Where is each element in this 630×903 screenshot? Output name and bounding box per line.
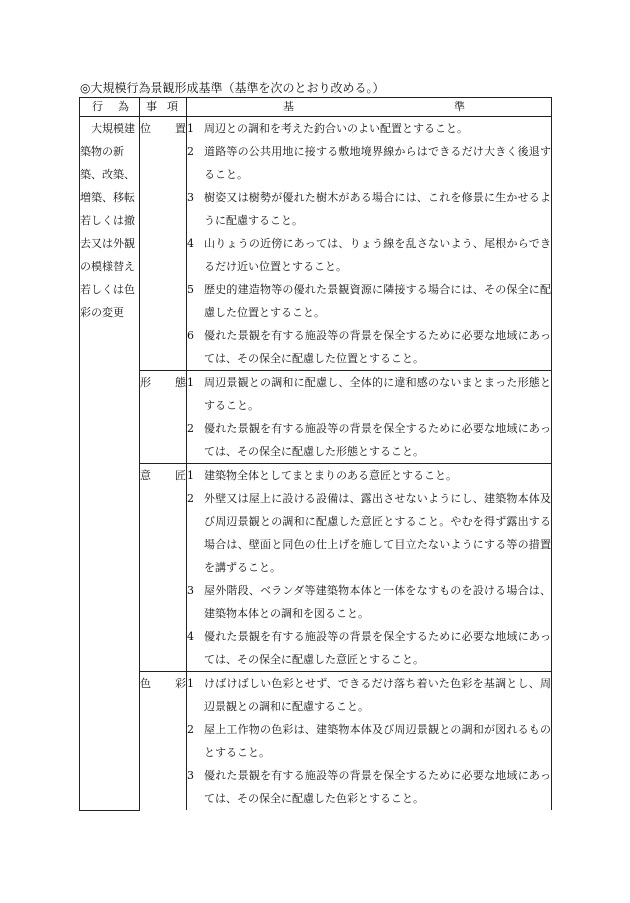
item-cell [140, 117, 187, 371]
clause [187, 718, 551, 764]
clause-number: 1 [187, 469, 194, 482]
clause-number: 3 [187, 769, 194, 782]
clause-text: 歴史的建造物等の優れた景観資源に隣接する場合には、その保全に配慮した位置とすること。 [204, 283, 551, 319]
clause-number: 1 [187, 677, 194, 690]
clause-text: 屋外階段、ベランダ等建築物本体と一体をなすものを設ける場合は、建築物本体との調和を図ること。 [204, 584, 551, 620]
item-label-char: 意 [140, 469, 151, 482]
header-action-char: 行 [92, 100, 103, 113]
clause [187, 232, 551, 278]
clause-text: 樹姿又は樹勢が優れた樹木がある場合には、これを修景に生かせるように配慮すること。 [204, 191, 551, 227]
section-row-position [80, 117, 552, 371]
clause-number: 2 [187, 422, 194, 435]
clause-number: 6 [187, 329, 194, 342]
clause [187, 625, 551, 671]
standard-cell [187, 371, 552, 464]
item-label-char: 態 [175, 376, 186, 389]
header-item-char: 事 [146, 100, 157, 113]
action-cell [80, 117, 140, 811]
standard-cell [187, 464, 552, 672]
clause-text: 周辺との調和を考えた釣合いのよい配置とすること。 [204, 122, 468, 135]
clause-text: 山りょうの近傍にあっては、りょう線を乱さないよう、尾根からできるだけ近い位置とすること。 [204, 237, 551, 273]
clause-text: 優れた景観を有する施設等の背景を保全するために必要な地域にあっては、その保全に配慮した形態とすること。 [204, 422, 551, 458]
clause-number: 5 [187, 283, 194, 296]
clause-text: 優れた景観を有する施設等の背景を保全するために必要な地域にあっては、その保全に配慮した色彩とすること。 [204, 769, 551, 805]
clause-text: 道路等の公共用地に接する敷地境界線からはできるだけ大きく後退すること。 [204, 145, 551, 181]
clause [187, 672, 551, 718]
clause-number: 2 [187, 723, 194, 736]
clause-number: 1 [187, 122, 194, 135]
clause [187, 487, 551, 579]
header-standard [187, 98, 552, 117]
clause [187, 140, 551, 186]
clause-number: 2 [187, 492, 194, 505]
section-row-design [80, 464, 552, 672]
standards-table [79, 97, 552, 811]
document-title: ◎大規模行為景観形成基準（基準を次のとおり改める。） [80, 81, 385, 95]
header-row [80, 98, 552, 117]
clause-text: 外壁又は屋上に設ける設備は、露出させないようにし、建築物本体及び周辺景観との調和に配慮した意匠とすること。やむを得ず露出する場合は、壁面と同色の仕上げを施して目立たないようにする等の措置を講ずること。 [204, 492, 551, 574]
item-label-char: 位 [140, 122, 151, 135]
clause [187, 371, 551, 417]
header-action [80, 98, 140, 117]
section-row-form [80, 371, 552, 464]
clause [187, 464, 551, 487]
standard-cell [187, 117, 552, 371]
clause-text: けばけばしい色彩とせず、できるだけ落ち着いた色彩を基調とし、周辺景観との調和に配慮すること。 [204, 677, 551, 713]
clause-number: 3 [187, 191, 194, 204]
clause-text: 屋上工作物の色彩は、建築物本体及び周辺景観との調和が図れるものとすること。 [204, 723, 551, 759]
item-label-char: 置 [175, 122, 186, 135]
clause-text: 建築物全体としてまとまりのある意匠とすること。 [204, 469, 457, 482]
clause [187, 278, 551, 324]
item-label-char: 匠 [175, 469, 186, 482]
item-label-char: 色 [140, 677, 151, 690]
header-item-char: 項 [167, 100, 178, 113]
clause-number: 4 [187, 630, 194, 643]
clause [187, 186, 551, 232]
header-action-char: 為 [118, 100, 129, 113]
clause-number: 3 [187, 584, 194, 597]
item-label-char: 形 [140, 376, 151, 389]
action-text: 大規模建築物の新築、改築、増築、移転若しくは撤去又は外観の模様替え若しくは色彩の変更 [80, 122, 135, 319]
clause-text: 周辺景観との調和に配慮し、全体的に違和感のないまとまった形態とすること。 [204, 376, 551, 412]
clause-text: 優れた景観を有する施設等の背景を保全するために必要な地域にあっては、その保全に配慮した意匠とすること。 [204, 630, 551, 666]
clause [187, 324, 551, 370]
header-item [140, 98, 187, 117]
clause [187, 579, 551, 625]
clause [187, 417, 551, 463]
clause [187, 764, 551, 810]
header-standard-char: 基 [283, 100, 294, 113]
item-cell [140, 672, 187, 811]
item-cell [140, 371, 187, 464]
header-standard-char: 準 [454, 100, 465, 113]
clause-number: 1 [187, 376, 194, 389]
section-row-color [80, 672, 552, 811]
item-label-char: 彩 [175, 677, 186, 690]
clause-number: 4 [187, 237, 194, 250]
standard-cell [187, 672, 552, 811]
item-cell [140, 464, 187, 672]
clause-text: 優れた景観を有する施設等の背景を保全するために必要な地域にあっては、その保全に配慮した位置とすること。 [204, 329, 551, 365]
clause-number: 2 [187, 145, 194, 158]
clause [187, 117, 551, 140]
